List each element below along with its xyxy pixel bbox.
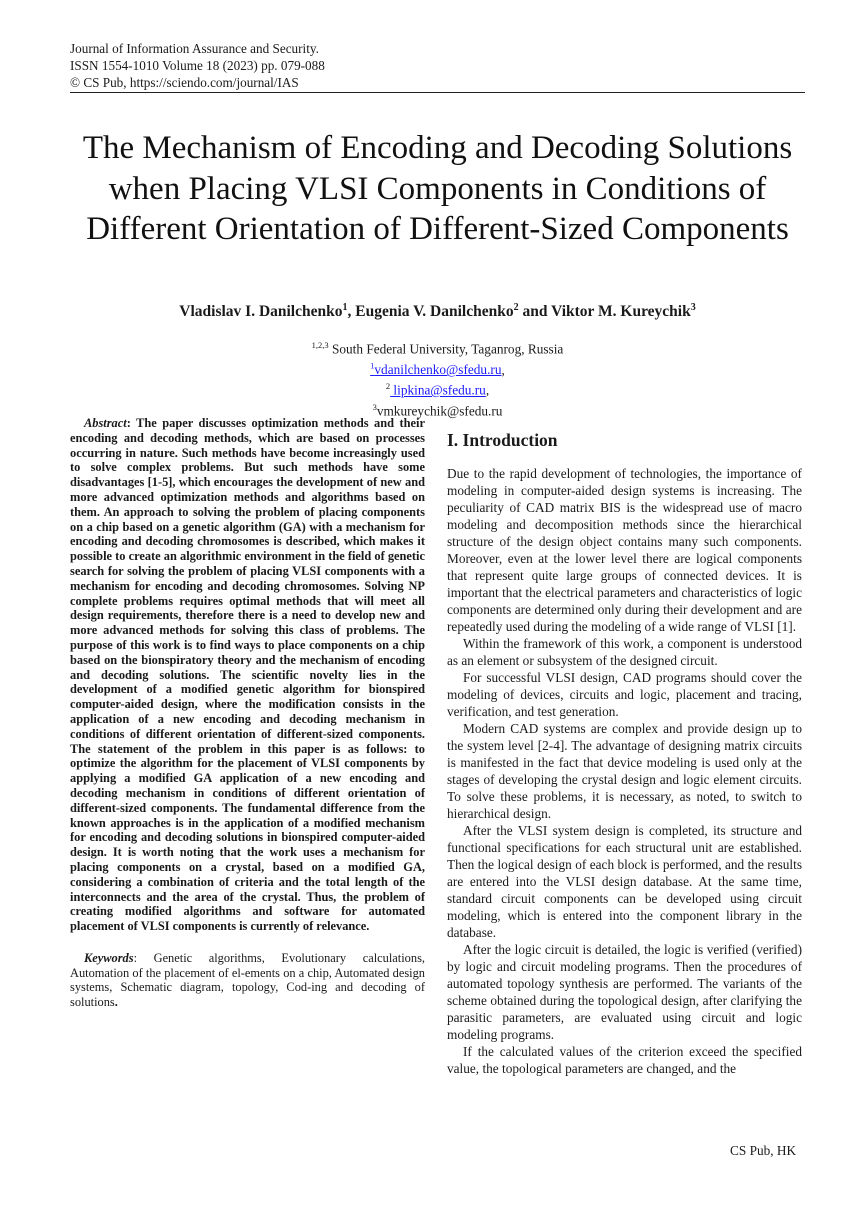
header-divider <box>70 92 805 93</box>
paragraph: Due to the rapid development of technologies, the importance of modeling in computer-aided design systems is increasing. The peculiarity of CAD matrix BIS is the widespread use of macro modeling and decomposition methods since the hierarchical structure of the design object contains many such components. Moreover, even at the lower level there are logical components that represent quite large groups of connected devices. It is important that the electrical parameters and characteristics of logic components are determined only during their development and are repeatedly used during the modeling of a wide range of VLSI [1]. <box>447 466 802 634</box>
journal-issn: ISSN 1554-1010 Volume 18 (2023) pp. 079-088 <box>70 58 325 73</box>
abstract-text: : The paper discusses optimization methods and their encoding and decoding methods, which are based on processes occurring in nature. Such methods have become increasingly used to solve complex problems. But such methods have some disadvantages [1-5], which encourages the development of new and more advanced optimization methods and algorithms based on them. An approach to solving the problem of placing components on a chip based on a genetic algorithm (GA) with a mechanism for encoding and decoding chromosomes is described, which makes it possible to create an algorithmic environment in the field of genetic search for solving the problem of placing VLSI components with a mechanism for encoding and decoding chromosomes. Solving NP complete problems requires optimal methods that will meet all design requirements, therefore there is a need to develop new and more advanced methods for solving this class of problems. The purpose of this work is to find ways to place components on a chip based on the bionspiratory theory and the mechanism of encoding and decoding solutions. The scientific novelty lies in the development of a modified genetic algorithm for bionspired computer-aided design, where the modification consists in the application of a new encoding and decoding mechanism in conditions of different orientation of different-sized components. The statement of the problem in this paper is as follows: to optimize the algorithm for the placement of VLSI components by applying a modified GA application of a new encoding and decoding mechanism in conditions of different orientation of different-sized components. The fundamental difference from the known approaches is in the application of a modified mechanism for encoding and decoding solutions in bionspired computer-aided design. It is worth noting that the work uses a mechanism for placing components on a crystal, based on a modified GA, considering a combination of criteria and the total length of the interconnects and the area of the crystal. Thus, the problem of creating modified algorithms and software for automated placement of VLSI components is currently of relevance. <box>70 416 425 934</box>
keywords-end: . <box>114 995 118 1010</box>
author-affil-mark: 1 <box>342 302 348 313</box>
keywords-label: Keywords <box>84 950 134 965</box>
section-heading: I. Introduction <box>447 430 558 450</box>
email-mark: 3 <box>372 402 377 413</box>
keywords-text: : Genetic algorithms, Evolutionary calculations, Automation of the placement of el-ements on a chip, Automated design systems, Schematic diagram, topology, Cod-ing and decoding of solutions <box>70 950 425 1010</box>
abstract <box>70 416 425 934</box>
email-link[interactable]: lipkina@sfedu.ru <box>390 382 486 398</box>
email-text: vmkureychik@sfedu.ru <box>376 403 503 419</box>
affiliation-line <box>70 337 805 358</box>
author-affil-mark: 2 <box>513 302 519 313</box>
right-column <box>447 432 802 1077</box>
paragraph: Modern CAD systems are complex and provide design up to the system level [2-4]. The advantage of designing matrix circuits is manifested in the fact that device modeling is used only at the stages of developing the crystal design and logic element circuits. To solve these problems, it is necessary, as noted, to switch to hierarchical design. <box>447 721 802 821</box>
author-list <box>70 302 805 321</box>
author-separator: and <box>518 303 552 321</box>
affiliation-block <box>70 337 805 420</box>
journal-publisher: © CS Pub, https://sciendo.com/journal/IAS <box>70 75 299 90</box>
author-separator: , <box>347 303 356 321</box>
email-link[interactable]: $^1$vdanilchenko@sfedu.ru <box>370 360 502 378</box>
author-name: Viktor M. Kureychik <box>551 303 691 321</box>
paragraph: Within the framework of this work, a component is understood as an element or subsystem of the designed circuit. <box>447 636 802 668</box>
abstract-label: Abstract <box>84 416 127 430</box>
affiliation-mark: 1,2,3 <box>311 340 329 350</box>
paragraph: For successful VLSI design, CAD programs should cover the modeling of devices, circuits and logic, placement and tracing, verification, and test generation. <box>447 670 802 719</box>
paragraph: After the VLSI system design is completed, its structure and functional specifications for each structural unit are established. Then the logical design of each block is performed, and the results are entered into the VLSI design database. At the same time, standard circuit components can be developed using circuit modeling, which is entered into the component library in the database. <box>447 823 802 940</box>
page-footer: CS Pub, HK <box>730 1143 797 1158</box>
journal-header <box>70 40 325 91</box>
keywords <box>70 951 425 1010</box>
journal-name: Journal of Information Assurance and Security. <box>70 41 319 56</box>
paragraph: After the logic circuit is detailed, the logic is verified (verified) by logic and circuit modeling programs. Then the procedures of automated topology synthesis are performed. The variants of the scheme obtained during the topological design, after clarifying the parasitic parameters, are evaluated using circuit and logic modeling programs. <box>447 942 802 1042</box>
author-affil-mark: 3 <box>690 302 696 313</box>
email-line: $^2$ lipkina@sfedu.ru, <box>385 381 490 398</box>
email-line: $^1$vdanilchenko@sfedu.ru, <box>370 360 505 378</box>
affiliation-institution: South Federal University, Taganrog, Russia <box>328 341 564 357</box>
paper-title: The Mechanism of Encoding and Decoding Solutions when Placing VLSI Components in Conditions of Different Orientation of Different-Sized Components <box>82 130 793 247</box>
author-name: Vladislav I. Danilchenko <box>179 303 343 321</box>
author-name: Eugenia V. Danilchenko <box>355 303 514 321</box>
email-mark: 2 <box>385 381 391 392</box>
paragraph: If the calculated values of the criterion exceed the specified value, the topological parameters are changed, and the <box>447 1044 802 1076</box>
left-column <box>70 416 425 1010</box>
